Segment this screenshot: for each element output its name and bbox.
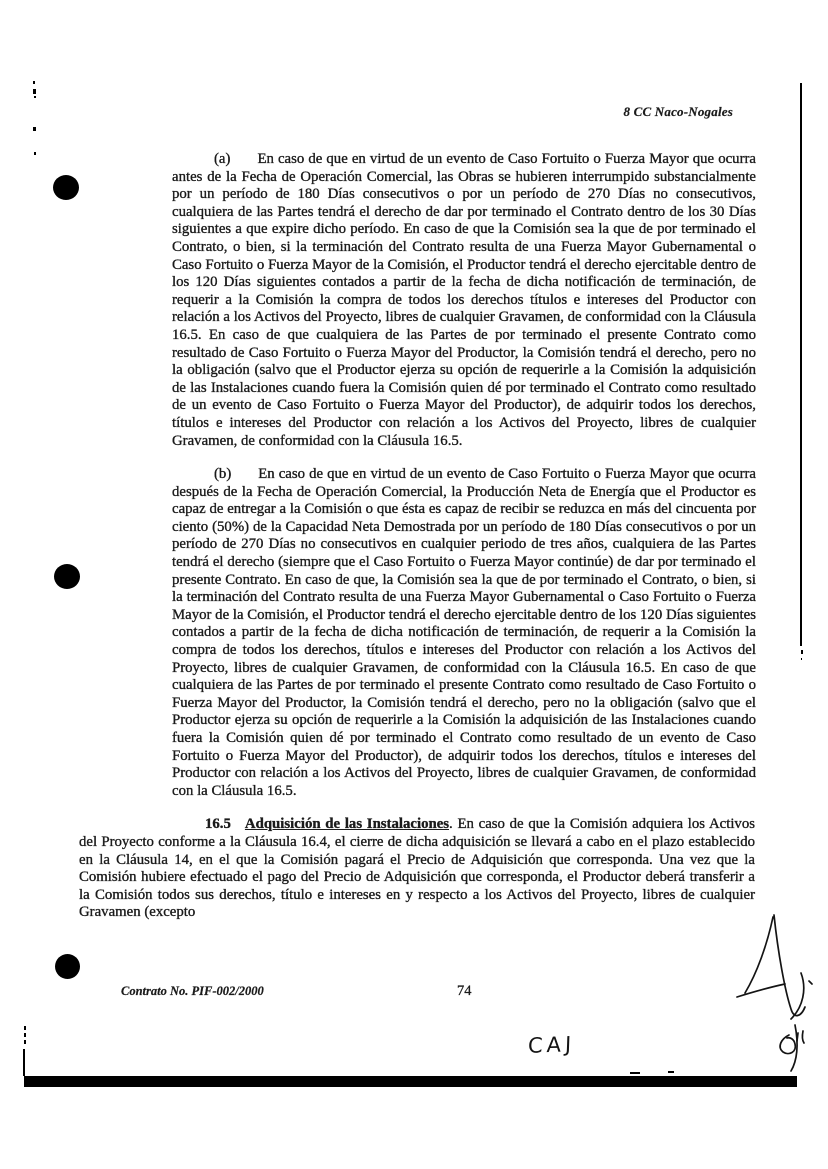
- scan-artifact: [33, 81, 35, 84]
- scan-artifact: [33, 127, 36, 131]
- scan-artifact: [668, 1071, 674, 1073]
- hole-punch-mark: [53, 175, 79, 200]
- scan-artifact: [24, 1040, 26, 1044]
- section-number: 16.5: [205, 816, 231, 833]
- paragraph-a-label: (a): [214, 151, 231, 167]
- footer-contract-number: Contrato No. PIF-002/2000: [121, 984, 264, 998]
- bottom-scan-bar: [24, 1076, 797, 1087]
- footer-page-number: 74: [457, 983, 472, 999]
- scan-artifact: [801, 650, 803, 654]
- contract-body: [79, 151, 756, 922]
- scan-artifact: [23, 1049, 25, 1076]
- scan-artifact: [801, 658, 802, 660]
- scan-artifact: [34, 96, 36, 98]
- scan-artifact: [630, 1072, 640, 1074]
- paragraph-b-text: En caso de que en virtud de un evento de Caso Fortuito o Fuerza Mayor que ocurra después de la Fecha de Operación Comercial, la Producción Neta de Energía que el Productor es capaz de entregar a la Comisión o que ésta es capaz de recibir se reduzca en más del cincuenta por ciento (50%) de la Capacidad Neta Demostrada por un período de 180 Días consecutivos o por un período de 270 Días no consecutivos en cualquier periodo de tres años, cualquiera de las Partes tendrá el derecho (siempre que el Caso Fortuito o Fuerza Mayor continúe) de dar por terminado el presente Contrato. En caso de que, la Comisión sea la que de por terminado el Contrato, o bien, si la terminación del Contrato resulta de una Fuerza Mayor Gubernamental o Caso Fortuito o Fuerza Mayor de la Comisión, el Productor tendrá el derecho ejercitable dentro de los 120 Días siguientes contados a partir de la fecha de dicha notificación de terminación, de requerir a la Comisión la compra de todos los derechos, títulos e intereses del Productor con relación a los Activos del Proyecto, libres de cualquier Gravamen, de conformidad con la Cláusula 16.5. En caso de que cualquiera de las Partes de por terminado el presente Contrato como resultado de Caso Fortuito o Fuerza Mayor del Productor, la Comisión tendrá el derecho, pero no la obligación (salvo que el Productor ejerza su opción de requerirle a la Comisión la adquisición de las Instalaciones cuando fuera la Comisión quien dé por terminado el Contrato como resultado de un evento de Caso Fortuito o Fuerza Mayor del Productor), de adquirir todos los derechos, títulos e intereses del Productor con relación a los Activos del Proyecto, libres de cualquier Gravamen, de conformidad con la Cláusula 16.5.: [172, 466, 756, 799]
- paragraph-b-label: (b): [214, 466, 232, 483]
- paragraph-b: [172, 466, 756, 800]
- section-16-5: [79, 816, 755, 922]
- hole-punch-mark: [55, 954, 80, 979]
- section-title: Adquisición de las Instalaciones: [244, 816, 450, 833]
- handwritten-initials: CAJ: [527, 1032, 576, 1058]
- scan-artifact: [24, 1033, 26, 1037]
- paragraph-a: [172, 151, 756, 450]
- paragraph-a-text: En caso de que en virtud de un evento de Caso Fortuito o Fuerza Mayor que ocurra antes de la Fecha de Operación Comercial, las Obras se hubieren interrumpido substancialmente por un período de 180 Días consecutivos o por un período de 270 Días no consecutivos, cualquiera de las Partes tendrá el derecho de dar por terminado el Contrato dentro de los 30 Días siguientes a que expire dicho período. En caso de que la Comisión sea la que de por terminado el Contrato, o bien, si la terminación del Contrato resulta de una Fuerza Mayor Gubernamental o Caso Fortuito o Fuerza Mayor de la Comisión, el Productor tendrá el derecho ejercitable dentro de los 120 Días siguientes contados a partir de la fecha de dicha notificación de terminación, de requerir a la Comisión la compra de todos los derechos títulos e intereses del Productor con relación a los Activos del Proyecto, libres de cualquier Gravamen, de conformidad con la Cláusula 16.5. En caso de que cualquiera de las Partes de por terminado el presente Contrato como resultado de Caso Fortuito o Fuerza Mayor del Productor, la Comisión tendrá el derecho, pero no la obligación (salvo que el Productor ejerza su opción de requerirle a la Comisión la adquisición de las Instalaciones cuando fuera la Comisión quien dé por terminado el Contrato como resultado de un evento de Caso Fortuito o Fuerza Mayor del Productor), de adquirir todos los derechos, títulos e intereses del Productor con relación a los Activos del Proyecto, libres de cualquier Gravamen, de conformidad con la Cláusula 16.5.: [172, 151, 756, 449]
- header-reference: 8 CC Naco-Nogales: [623, 104, 733, 119]
- scan-artifact: [24, 1026, 26, 1030]
- section-text: . En caso de que la Comisión adquiera los Activos del Proyecto conforme a la Cláusula 16.4, el cierre de dicha adquisición se llevará a cabo en el plazo establecido en la Cláusula 14, en el que la Comisión pagará el Precio de Adquisición que corresponda. Una vez que la Comisión hubiere efectuado el pago del Precio de Adquisición que corresponda, el Productor deberá transferir a la Comisión todos sus derechos, título e intereses en y respecto a los Activos del Proyecto, libres de cualquier Gravamen (excepto: [79, 816, 755, 921]
- scan-artifact: [34, 152, 36, 155]
- scan-edge-line: [800, 83, 802, 646]
- handwritten-signature-mark: [725, 905, 825, 1080]
- hole-punch-mark: [54, 564, 80, 589]
- scan-artifact: [33, 89, 36, 94]
